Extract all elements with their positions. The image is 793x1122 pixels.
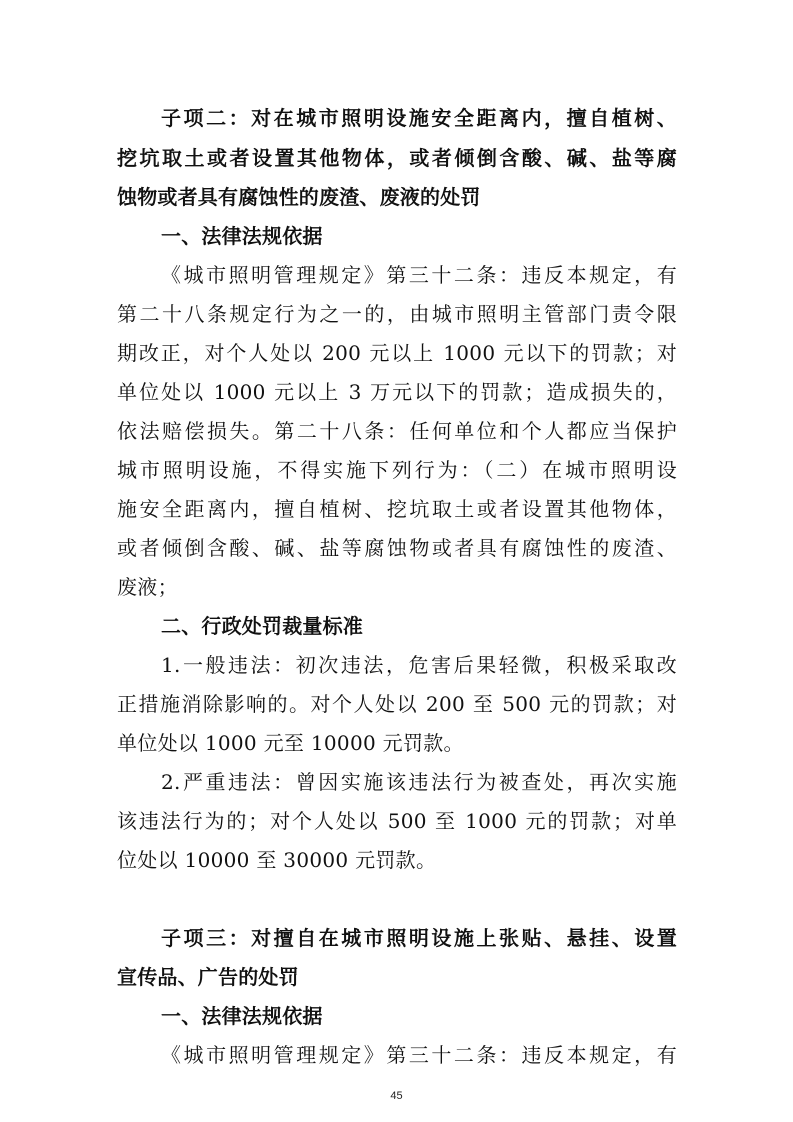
heading-legal-basis: 一、法律法规依据 bbox=[161, 224, 323, 248]
section-title-line: 子项二：对在城市照明设施安全距离内，擅自植树、 bbox=[161, 106, 677, 130]
paragraph-line: 废液； bbox=[117, 575, 178, 599]
paragraph-line: 单位处以 1000 元以上 3 万元以下的罚款；造成损失的， bbox=[117, 380, 677, 404]
paragraph-line: 《城市照明管理规定》第三十二条：违反本规定，有 bbox=[161, 263, 677, 287]
heading-penalty-standard-text: 二、行政处罚裁量标准 bbox=[161, 614, 363, 638]
paragraph-line: 位处以 10000 至 30000 元罚款。 bbox=[117, 848, 437, 872]
paragraph-line: 期改正，对个人处以 200 元以上 1000 元以下的罚款；对 bbox=[117, 341, 677, 365]
paragraph-line: 或者倾倒含酸、碱、盐等腐蚀物或者具有腐蚀性的废渣、 bbox=[117, 536, 677, 560]
paragraph-line: 1.一般违法：初次违法，危害后果轻微，积极采取改 bbox=[161, 653, 677, 677]
heading-legal-basis: 一、法律法规依据 bbox=[161, 1004, 323, 1028]
paragraph-line: 正措施消除影响的。对个人处以 200 至 500 元的罚款；对 bbox=[117, 692, 677, 716]
paragraph-line: 施安全距离内，擅自植树、挖坑取土或者设置其他物体， bbox=[117, 497, 677, 521]
paragraph-line: 依法赔偿损失。第二十八条：任何单位和个人都应当保护 bbox=[117, 419, 677, 443]
section-title-line: 挖坑取土或者设置其他物体，或者倾倒含酸、碱、盐等腐 bbox=[117, 146, 677, 170]
paragraph-line: 2.严重违法：曾因实施该违法行为被查处，再次实施 bbox=[161, 770, 677, 794]
paragraph-line: 单位处以 1000 元至 10000 元罚款。 bbox=[117, 731, 464, 755]
section-title-line: 蚀物或者具有腐蚀性的废渣、废液的处罚 bbox=[117, 185, 481, 209]
paragraph-line: 城市照明设施，不得实施下列行为：（二）在城市照明设 bbox=[117, 458, 677, 482]
paragraph-line: 第二十八条规定行为之一的，由城市照明主管部门责令限 bbox=[117, 302, 677, 326]
section-title-line: 宣传品、广告的处罚 bbox=[117, 965, 299, 989]
paragraph-line: 该违法行为的；对个人处以 500 至 1000 元的罚款；对单 bbox=[117, 809, 677, 833]
section-title-line: 子项三：对擅自在城市照明设施上张贴、悬挂、设置 bbox=[161, 926, 677, 950]
page-number: 45 bbox=[390, 1090, 403, 1102]
paragraph-line: 《城市照明管理规定》第三十二条：违反本规定，有 bbox=[161, 1043, 677, 1067]
